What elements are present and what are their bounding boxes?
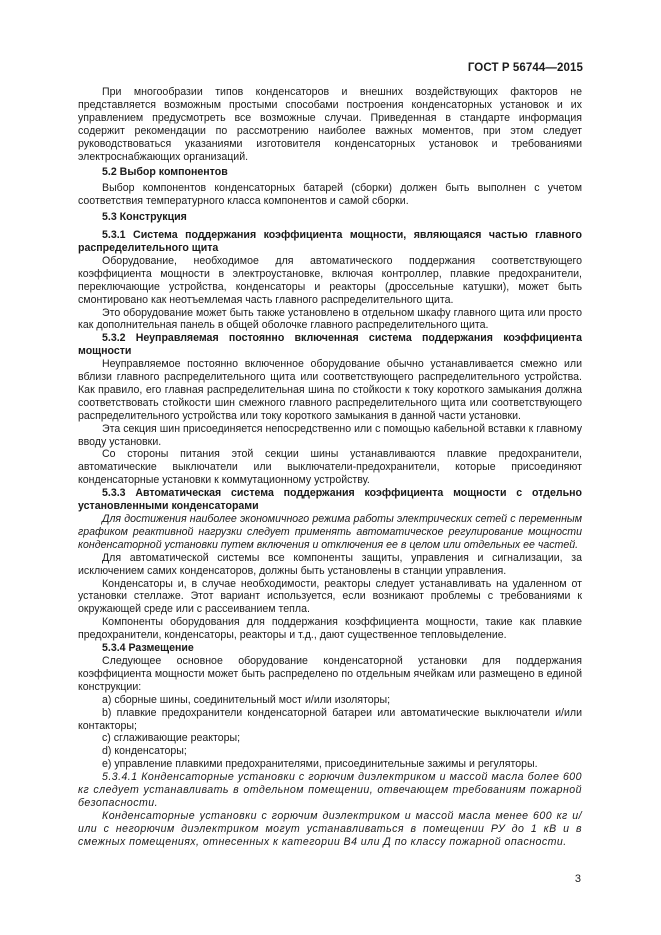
paragraph: Со стороны питания этой секции шины устанавливаются плавкие предохранители, автоматические выключатели или выключатели-предохранители, которые присоединяют конденсаторные установки к коммутационному устройству.	[78, 448, 582, 487]
paragraph: Для автоматической системы все компоненты защиты, управления и сигнализации, за исключением самих конденсаторов, должны быть установлены в станции управления.	[78, 551, 582, 577]
paragraph: Эта секция шин присоединяется непосредственно или с помощью кабельной вставки к главному вводу установки.	[78, 422, 582, 448]
italic-paragraph: 5.3.4.1 Конденсаторные установки с горючим диэлектриком и массой масла более 600 кг следует устанавливать в отдельном помещении, отвечающем требованиям пожарной безопасности.	[78, 771, 582, 809]
italic-paragraph: Конденсаторные установки с горючим диэлектриком и массой масла менее 600 кг и/или с негорючим диэлектриком могут устанавливаться в помещении РУ до 1 кВ и в смежных помещениях, отнесенных к категории В4 или Д по классу пожарной опасности.	[78, 809, 582, 848]
page-number: 3	[574, 873, 581, 885]
paragraph: Компоненты оборудования для поддержания коэффициента мощности, такие как плавкие предохранители, конденсаторы, реакторы и т.д., дают существенное тепловыделение.	[78, 616, 582, 642]
section-heading: 5.3.2 Неуправляемая постоянно включенная система поддержания коэффициента мощности	[78, 332, 582, 358]
list-item: b) плавкие предохранители конденсаторной батареи или автоматические выключатели и/или контакторы;	[78, 706, 582, 732]
list-item: а) сборные шины, соединительный мост и/или изоляторы;	[102, 693, 391, 706]
section-heading: 5.3 Конструкция	[102, 211, 187, 224]
section-heading: 5.3.3 Автоматическая система поддержания коэффициента мощности с отдельно установленными конденсаторами	[78, 487, 582, 513]
list-item: с) сглаживающие реакторы;	[102, 732, 241, 745]
paragraph: Неуправляемое постоянно включенное оборудование обычно устанавливается смежно или вблизи главного распределительного щита или соответствующего распределительного устройства. Как правило, его главная распределительная шина по стойкости к току короткого замыкания должна соответствовать стойкости шин смежного главного распределительного щита или соответствующего распределительного устройства или току короткого замыкания в данной части установки.	[78, 358, 582, 422]
paragraph: Оборудование, необходимое для автоматического поддержания соответствующего коэффициента мощности в электроустановке, включая контроллер, плавкие предохранители, переключающие устройства, конденсаторы и реакторы (дроссельные катушки), может быть смонтировано как неотъемлемая часть главного распределительного щита.	[78, 254, 582, 306]
section-heading: 5.2 Выбор компонентов	[102, 166, 228, 179]
section-heading: 5.3.4 Размещение	[102, 642, 194, 655]
paragraph: Это оборудование может быть также установлено в отдельном шкафу главного щита или просто как дополнительная панель в общей оболочке главного распределительного щита.	[78, 306, 582, 332]
paragraph: Выбор компонентов конденсаторных батарей (сборки) должен быть выполнен с учетом соответствия температурного класса компонентов и самой сборки.	[78, 182, 582, 208]
paragraph: При многообразии типов конденсаторов и внешних воздействующих факторов не представляется возможным простыми способами построения конденсаторных установок и их управлением предусмотреть все возможные случаи. Приведенная в стандарте информация содержит рекомендации по рассмотрению наиболее важных моментов, при этом следует руководствоваться указаниями изготовителя конденсаторных установок и требованиями электроснабжающих организаций.	[78, 86, 582, 163]
list-item: е) управление плавкими предохранителями, присоединительные зажимы и регуляторы.	[102, 758, 538, 771]
italic-paragraph: Для достижения наиболее экономичного режима работы электрических сетей с переменным графиком реактивной нагрузки следует применять автоматическое регулирование мощности конденсаторной установки путем включения и отключения ее в целом или отдельных ее частей.	[78, 513, 582, 551]
list-item: d) конденсаторы;	[102, 745, 187, 758]
paragraph: Конденсаторы и, в случае необходимости, реакторы следует устанавливать на удаленном от установки стеллаже. Этот вариант используется, если возникают проблемы с требованиями к окружающей среде или с рассеиванием тепла.	[78, 577, 582, 616]
document-body	[78, 86, 582, 849]
section-heading: 5.3.1 Система поддержания коэффициента мощности, являющаяся частью главного распределительного щита	[78, 229, 582, 254]
paragraph: Следующее основное оборудование конденсаторной установки для поддержания коэффициента мощности может быть распределено по отдельным ячейкам или размещено в единой конструкции:	[78, 654, 582, 693]
document-code-header: ГОСТ Р 56744—2015	[467, 62, 583, 74]
